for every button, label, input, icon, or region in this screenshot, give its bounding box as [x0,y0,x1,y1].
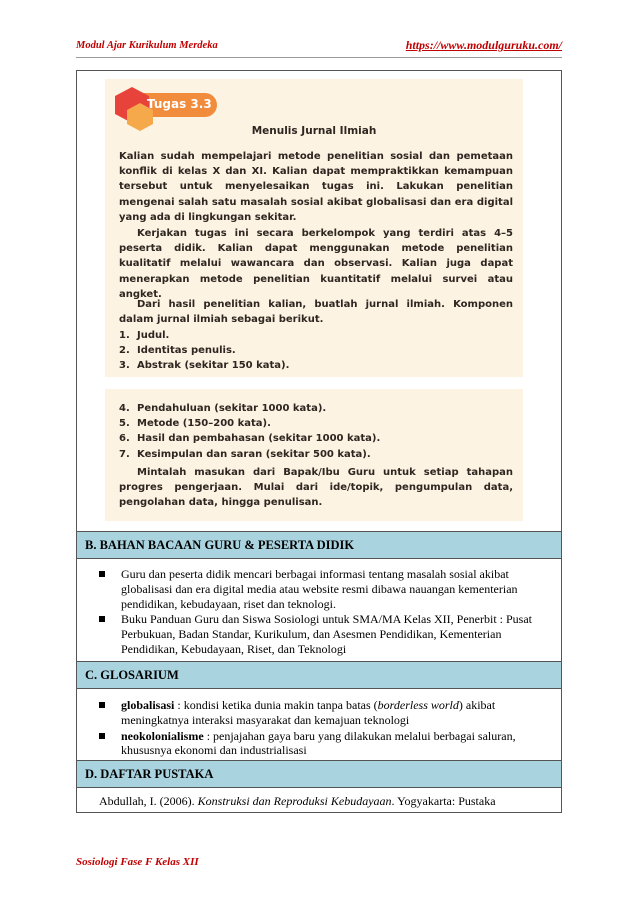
task-paragraph-3: Dari hasil penelitian kalian, buatlah jurnal ilmiah. Komponen dalam jurnal ilmiah sebagai berikut. [119,299,513,326]
content-frame [76,70,562,813]
list-item: 3. Abstrak (sekitar 150 kata). [119,360,290,372]
list-item: Guru dan peserta didik mencari berbagai informasi tentang masalah sosial akibat globalisasi dan era digital media atau website resmi dibawa nauangan kementerian pendidikan, kebudayaan, riset dan teknologi. [77,567,561,611]
task-card-continued [105,389,523,521]
bullet-icon [99,733,105,739]
section-c-list [77,698,561,759]
list-item: neokolonialisme : penjajahan gaya baru yang dilakukan melalui berbagai saluran, khususnya ekonomi dan industrialisasi [77,729,561,759]
page-footer: Sosiologi Fase F Kelas XII [76,856,199,868]
list-item: 1. Judul. [119,330,170,341]
list-item: 6. Hasil dan pembahasan (sekitar 1000 kata). [119,433,381,445]
task-paragraph-2: Kerjakan tugas ini secara berkelompok yang terdiri atas 4–5 peserta didik. Kalian dapat menggunakan metode penelitian kualitatif melalui wawancara dan observasi. Kalian juga dapat menerapkan metode penelitian kuantitatif melalui survei atau angket. [119,228,513,300]
section-c-title: C. GLOSARIUM [85,668,179,682]
list-item: 4. Pendahuluan (sekitar 1000 kata). [119,403,327,414]
section-b-header [77,531,561,559]
bullet-icon [99,616,105,622]
bullet-icon [99,571,105,577]
header-module-title: Modul Ajar Kurikulum Merdeka [76,40,218,51]
component-list-b [119,401,513,462]
task-card [105,79,523,377]
list-item: globalisasi : kondisi ketika dunia makin tanpa batas (borderless world) akibat meningkatnya interaksi masyarakat dan kemajuan teknologi [77,698,561,728]
task-paragraph-1: Kalian sudah mempelajari metode penelitian sosial dan pemetaan konflik di kelas X dan XI. Kalian dapat mempraktikkan kemampuan tersebut untuk menyelesaikan tugas ini. Lakukan penelitian mengenai salah satu masalah sosial akibat globalisasi dan era digital yang ada di lingkungan sekitar. [119,151,513,223]
header-website-link[interactable]: https://www.modulguruku.com/ [405,38,562,52]
list-item: 2. Identitas penulis. [119,345,236,357]
section-d-title: D. DAFTAR PUSTAKA [85,767,214,781]
bullet-icon [99,702,105,708]
component-list-a [119,328,513,374]
section-c-header [77,661,561,689]
task-title: Menulis Jurnal Ilmiah [251,125,377,137]
list-item: Buku Panduan Guru dan Siswa Sosiologi untuk SMA/MA Kelas XII, Penerbit : Pusat Perbukuan, Badan Standar, Kurikulum, dan Asesmen Pendidikan, Kementerian Pendidikan, Kebudayaan, Riset, dan Teknologi [77,612,561,656]
section-b-title: B. BAHAN BACAAN GURU & PESERTA DIDIK [85,538,355,552]
task-tab-label: Tugas 3.3 [147,97,212,111]
task-tab [121,93,217,117]
section-b-list [77,567,561,658]
task-paragraph-4: Mintalah masukan dari Bapak/Ibu Guru untuk setiap tahapan progres pengerjaan. Mulai dari ide/topik, pengumpulan data, pengolahan data, hingga penulisan. [119,467,513,509]
section-d-header [77,760,561,788]
list-item: 7. Kesimpulan dan saran (sekitar 500 kata). [119,448,371,460]
list-item: 5. Metode (150–200 kata). [119,418,271,430]
reference-entry: Abdullah, I. (2006). Konstruksi dan Reproduksi Kebudayaan. Yogyakarta: Pustaka [99,794,496,808]
page-header [76,40,562,58]
